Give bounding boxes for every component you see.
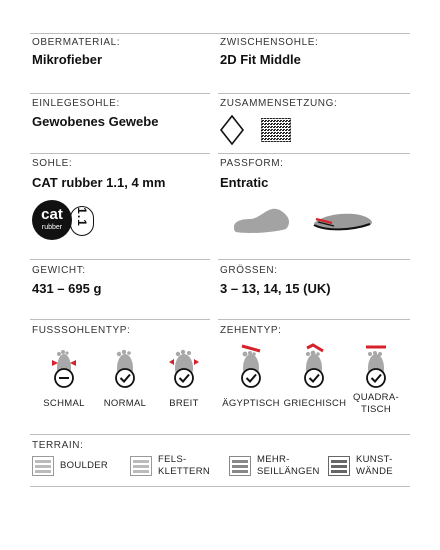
foot-type-label: FUSSSOHLENTYP: — [32, 325, 131, 336]
cat-rubber-logo — [32, 200, 72, 240]
insole-label: EINLEGESOHLE: — [32, 98, 120, 109]
foot-wide-icon — [168, 346, 200, 390]
divider — [30, 434, 410, 435]
toe-square-icon — [359, 342, 393, 390]
terrain-name-3-line2: WÄNDE — [356, 466, 393, 477]
terrain-name-0: BOULDER — [60, 460, 109, 471]
terrain-indoor-wall-icon — [328, 456, 350, 476]
cat-logo-text: cat — [41, 206, 63, 223]
terrain-name-3: KUNST- — [356, 454, 393, 465]
divider — [218, 153, 410, 154]
shoe-sole-profile-icon — [310, 207, 376, 235]
weight-value: 431 – 695 g — [32, 281, 102, 296]
divider — [30, 486, 410, 487]
toe-type-name-2-line2: TISCH — [361, 404, 391, 415]
divider — [30, 153, 210, 154]
cat-version-text: 1.1 — [74, 207, 89, 227]
foot-type-name-0: SCHMAL — [43, 398, 85, 409]
divider — [30, 259, 210, 260]
toe-type-label: ZEHENTYP: — [220, 325, 282, 336]
foot-normal-icon — [109, 346, 141, 390]
midsole-value: 2D Fit Middle — [220, 52, 301, 67]
shoe-side-icon — [232, 205, 292, 237]
rubber-logo-text: rubber — [41, 224, 63, 231]
diamond-icon — [220, 115, 244, 145]
terrain-name-1: FELS- — [158, 454, 187, 465]
divider — [218, 259, 410, 260]
terrain-name-2-line2: SEILLÄNGEN — [257, 466, 320, 477]
toe-greek-icon — [297, 342, 331, 390]
divider — [218, 93, 410, 94]
divider — [218, 319, 410, 320]
terrain-name-1-line2: KLETTERN — [158, 466, 211, 477]
terrain-label: TERRAIN: — [32, 440, 84, 451]
sole-label: SOHLE: — [32, 158, 73, 169]
toe-type-name-1: GRIECHISCH — [283, 398, 347, 409]
woven-fabric-icon — [261, 118, 291, 142]
terrain-multipitch-icon — [229, 456, 251, 476]
weight-label: GEWICHT: — [32, 265, 86, 276]
divider — [30, 93, 210, 94]
sizes-value: 3 – 13, 14, 15 (UK) — [220, 281, 331, 296]
sole-value: CAT rubber 1.1, 4 mm — [32, 175, 166, 190]
fit-label: PASSFORM: — [220, 158, 284, 169]
sizes-label: GRÖSSEN: — [220, 265, 278, 276]
divider — [30, 33, 410, 34]
terrain-rock-icon — [130, 456, 152, 476]
version-outline — [70, 206, 94, 236]
toe-egyptian-icon — [234, 342, 268, 390]
foot-type-name-1: NORMAL — [103, 398, 147, 409]
terrain-name-2: MEHR- — [257, 454, 290, 465]
divider — [30, 319, 210, 320]
foot-narrow-icon — [48, 346, 80, 390]
insole-value: Gewobenes Gewebe — [32, 114, 159, 129]
toe-type-name-2: QUADRA- — [353, 392, 399, 403]
upper-material-value: Mikrofieber — [32, 52, 103, 67]
fit-value: Entratic — [220, 175, 269, 190]
foot-type-name-2: BREIT — [169, 398, 199, 409]
composition-label: ZUSAMMENSETZUNG: — [220, 98, 338, 109]
upper-material-label: OBERMATERIAL: — [32, 37, 121, 48]
midsole-label: ZWISCHENSOHLE: — [220, 37, 319, 48]
toe-type-name-0: ÄGYPTISCH — [222, 398, 280, 409]
terrain-boulder-icon — [32, 456, 54, 476]
